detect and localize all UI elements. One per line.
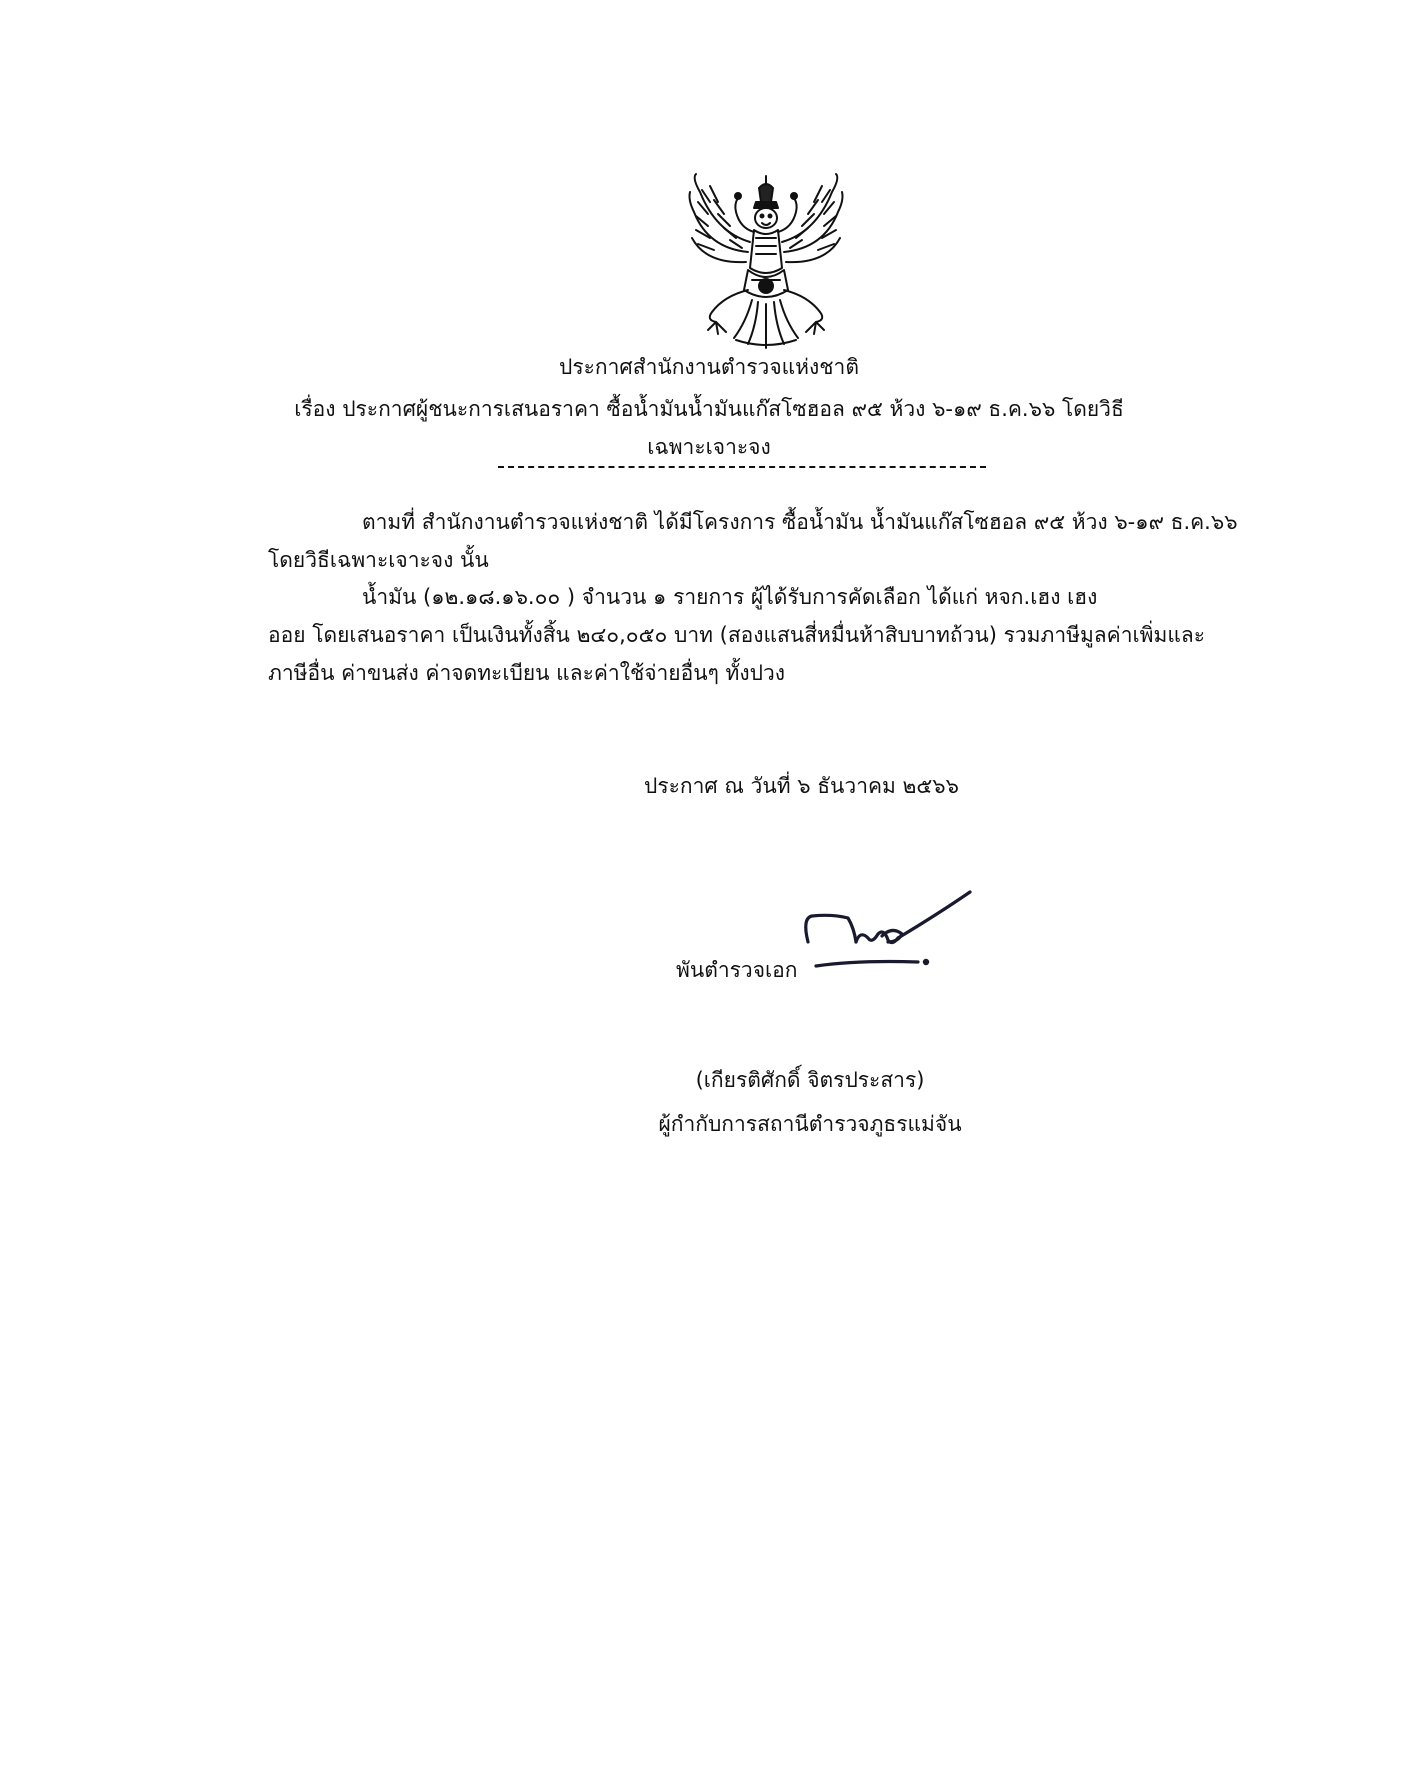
subject-line-1: เรื่อง ประกาศผู้ชนะการเสนอราคา ซื้อน้ำมันน้ำมันแก๊สโซฮอล ๙๕ ห้วง ๖-๑๙ ธ.ค.๖๖ โดยวิธี xyxy=(294,397,1124,421)
handwritten-signature-icon xyxy=(798,888,978,986)
paragraph-2-line-1: น้ำมัน (๑๒.๑๘.๑๖.๐๐ ) จำนวน ๑ รายการ ผู้ได้รับการคัดเลือก ได้แก่ หจก.เฮง เฮง xyxy=(362,585,1098,609)
signatory-position: ผู้กำกับการสถานีตำรวจภูธรแม่จัน xyxy=(658,1112,962,1136)
garuda-emblem-icon xyxy=(686,172,846,350)
announcement-title: ประกาศสำนักงานตำรวจแห่งชาติ xyxy=(559,355,859,379)
paragraph-2-line-3: ภาษีอื่น ค่าขนส่ง ค่าจดทะเบียน และค่าใช้จ่ายอื่นๆ ทั้งปวง xyxy=(268,661,785,685)
announcement-date: ประกาศ ณ วันที่ ๖ ธันวาคม ๒๕๖๖ xyxy=(644,774,959,798)
paragraph-1-line-1: ตามที่ สำนักงานตำรวจแห่งชาติ ได้มีโครงการ ซื้อน้ำมัน น้ำมันแก๊สโซฮอล ๙๕ ห้วง ๖-๑๙ ธ.ค.๖๖ xyxy=(362,510,1238,534)
paragraph-2-line-2: ออย โดยเสนอราคา เป็นเงินทั้งสิ้น ๒๔๐,๐๕๐ บาท (สองแสนสี่หมื่นห้าสิบบาทถ้วน) รวมภาษีมูลค่าเพิ่มและ xyxy=(268,623,1206,647)
signatory-rank: พันตำรวจเอก xyxy=(676,958,798,982)
paragraph-1-line-2: โดยวิธีเฉพาะเจาะจง นั้น xyxy=(268,548,489,572)
signatory-name: (เกียรติศักดิ์ จิตรประสาร) xyxy=(695,1068,925,1092)
divider xyxy=(498,466,986,468)
subject-line-2: เฉพาะเจาะจง xyxy=(647,435,771,459)
